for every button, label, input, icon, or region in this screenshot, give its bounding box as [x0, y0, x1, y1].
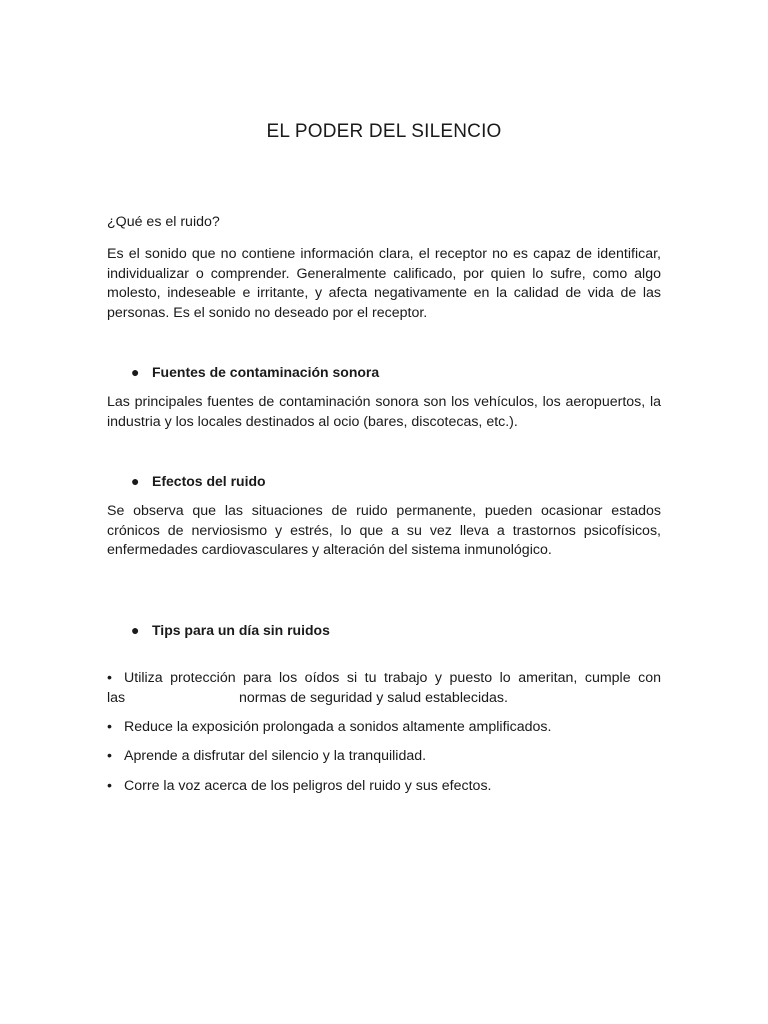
section-heading-effects: [131, 472, 266, 491]
bullet-icon: ●: [131, 473, 140, 489]
definition-paragraph: Es el sonido que no contiene información clara, el receptor no es capaz de identificar, individualizar o comprender. Generalmente calificado, por quien lo sufre, como algo molesto, indeseable e irritante, y afecta negativamente en la calidad de vida de las personas. Es el sonido no deseado por el receptor.: [107, 246, 661, 322]
bullet-icon: ●: [131, 364, 140, 380]
tip-text: Utiliza protección para los oídos si tu trabajo y puesto lo ameritan, cumple con: [124, 670, 661, 686]
section-heading-label: Efectos del ruido: [152, 473, 266, 489]
tip-text: las: [107, 689, 126, 706]
section-heading-label: Tips para un día sin ruidos: [152, 622, 330, 638]
tip-text: Reduce la exposición prolongada a sonidos altamente amplificados.: [124, 719, 552, 735]
tip-text: Corre la voz acerca de los peligros del ruido y sus efectos.: [124, 778, 492, 794]
effects-paragraph: Se observa que las situaciones de ruido permanente, pueden ocasionar estados crónicos de nerviosismo y estrés, lo que a su vez lleva a trastornos psicofísicos, enfermedades cardiovasculares y alteración del sistema inmunológico.: [107, 503, 661, 559]
page-title: EL PODER DEL SILENCIO: [266, 121, 502, 142]
bullet-icon: •: [107, 670, 112, 686]
tip-item: [107, 718, 661, 738]
section-heading-label: Fuentes de contaminación sonora: [152, 364, 380, 380]
bullet-icon: ●: [131, 622, 140, 638]
tip-line: [107, 689, 661, 709]
sources-paragraph: Las principales fuentes de contaminación sonora son los vehículos, los aeropuertos, la industria y los locales destinados al ocio (bares, discotecas, etc.).: [107, 394, 661, 430]
bullet-icon: •: [107, 748, 112, 764]
section-heading-tips: [131, 621, 330, 640]
tip-item: [107, 669, 661, 708]
section-heading-sources: [131, 363, 379, 382]
bullet-icon: •: [107, 778, 112, 794]
tip-item: [107, 747, 661, 767]
tip-line: [107, 669, 661, 689]
tip-text: Aprende a disfrutar del silencio y la tranquilidad.: [124, 748, 427, 764]
tip-item: [107, 777, 661, 797]
bullet-icon: •: [107, 719, 112, 735]
question-heading: ¿Qué es el ruido?: [107, 214, 220, 230]
tip-text: normas de seguridad y salud establecidas.: [239, 689, 508, 706]
